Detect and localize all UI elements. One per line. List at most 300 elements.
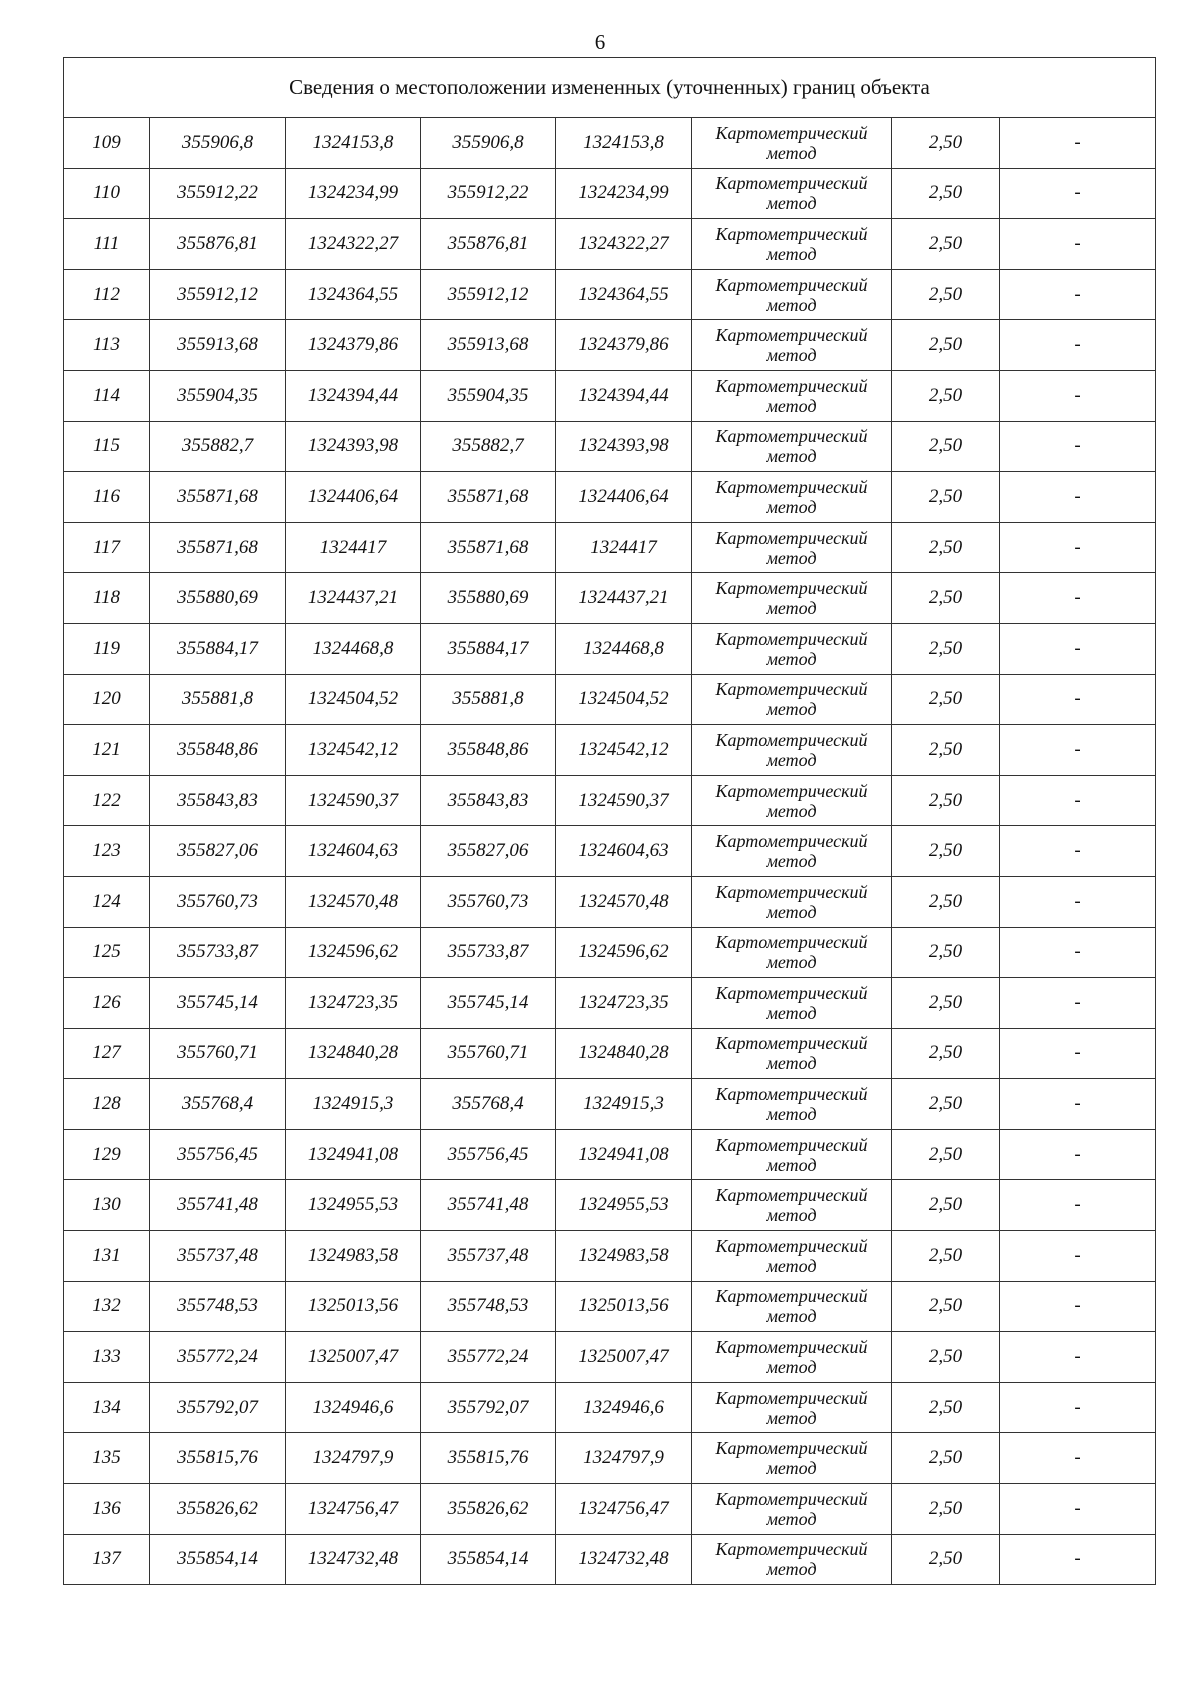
method-line-1: Картометрический <box>715 173 868 194</box>
table-row <box>64 472 1156 523</box>
point-number-cell: 114 <box>64 370 150 421</box>
refined-y-cell: 1324840,28 <box>556 1028 692 1079</box>
existing-y-cell: 1324983,58 <box>286 1231 421 1282</box>
accuracy-cell: 2,50 <box>892 725 1000 776</box>
table-caption-row <box>64 58 1156 118</box>
refined-y-cell: 1324983,58 <box>556 1231 692 1282</box>
refined-x-cell: 355827,06 <box>421 826 556 877</box>
point-number-cell: 119 <box>64 623 150 674</box>
existing-y-cell: 1324542,12 <box>286 725 421 776</box>
existing-x-cell: 355827,06 <box>150 826 286 877</box>
point-number-cell: 117 <box>64 522 150 573</box>
refined-x-cell: 355792,07 <box>421 1382 556 1433</box>
method-line-2: метод <box>766 749 817 770</box>
page-number: 6 <box>594 30 606 54</box>
accuracy-cell: 2,50 <box>892 472 1000 523</box>
table-row <box>64 219 1156 270</box>
table-row <box>64 1484 1156 1535</box>
description-cell: - <box>1000 370 1156 421</box>
existing-y-cell: 1324468,8 <box>286 623 421 674</box>
refined-y-cell: 1324417 <box>556 522 692 573</box>
existing-x-cell: 355737,48 <box>150 1231 286 1282</box>
description-cell: - <box>1000 118 1156 169</box>
refined-x-cell: 355884,17 <box>421 623 556 674</box>
refined-y-cell: 1324406,64 <box>556 472 692 523</box>
method-line-1: Картометрический <box>715 1438 868 1459</box>
table-row <box>64 978 1156 1029</box>
method-line-1: Картометрический <box>715 274 868 295</box>
method-line-1: Картометрический <box>715 122 868 143</box>
point-number-cell: 137 <box>64 1534 150 1585</box>
point-number-cell: 126 <box>64 978 150 1029</box>
table-row <box>64 623 1156 674</box>
existing-y-cell: 1325013,56 <box>286 1281 421 1332</box>
description-cell: - <box>1000 219 1156 270</box>
point-number-cell: 127 <box>64 1028 150 1079</box>
method-cell <box>692 674 892 725</box>
description-cell: - <box>1000 623 1156 674</box>
method-line-2: метод <box>766 345 817 366</box>
table-row <box>64 269 1156 320</box>
method-line-1: Картометрический <box>715 932 868 953</box>
accuracy-cell: 2,50 <box>892 1484 1000 1535</box>
description-cell: - <box>1000 1382 1156 1433</box>
method-line-2: метод <box>766 1357 817 1378</box>
method-line-2: метод <box>766 1559 817 1580</box>
table-row <box>64 775 1156 826</box>
point-number-cell: 124 <box>64 876 150 927</box>
description-cell: - <box>1000 472 1156 523</box>
refined-x-cell: 355871,68 <box>421 522 556 573</box>
existing-y-cell: 1324946,6 <box>286 1382 421 1433</box>
table-row <box>64 118 1156 169</box>
method-line-2: метод <box>766 699 817 720</box>
refined-y-cell: 1324322,27 <box>556 219 692 270</box>
existing-y-cell: 1324915,3 <box>286 1079 421 1130</box>
existing-x-cell: 355881,8 <box>150 674 286 725</box>
method-cell <box>692 472 892 523</box>
refined-x-cell: 355760,71 <box>421 1028 556 1079</box>
refined-y-cell: 1324468,8 <box>556 623 692 674</box>
method-line-1: Картометрический <box>715 831 868 852</box>
method-cell <box>692 978 892 1029</box>
description-cell: - <box>1000 522 1156 573</box>
refined-x-cell: 355815,76 <box>421 1433 556 1484</box>
method-cell <box>692 1079 892 1130</box>
description-cell: - <box>1000 1180 1156 1231</box>
existing-x-cell: 355848,86 <box>150 725 286 776</box>
method-cell <box>692 219 892 270</box>
existing-y-cell: 1324732,48 <box>286 1534 421 1585</box>
method-cell <box>692 1028 892 1079</box>
method-line-2: метод <box>766 1002 817 1023</box>
method-line-1: Картометрический <box>715 1286 868 1307</box>
table-row <box>64 1382 1156 1433</box>
description-cell: - <box>1000 320 1156 371</box>
method-line-2: метод <box>766 851 817 872</box>
accuracy-cell: 2,50 <box>892 1028 1000 1079</box>
method-line-2: метод <box>766 800 817 821</box>
method-line-2: метод <box>766 1508 817 1529</box>
point-number-cell: 123 <box>64 826 150 877</box>
point-number-cell: 133 <box>64 1332 150 1383</box>
method-cell <box>692 876 892 927</box>
point-number-cell: 109 <box>64 118 150 169</box>
refined-y-cell: 1324234,99 <box>556 168 692 219</box>
existing-x-cell: 355843,83 <box>150 775 286 826</box>
existing-y-cell: 1324379,86 <box>286 320 421 371</box>
point-number-cell: 135 <box>64 1433 150 1484</box>
table-row <box>64 168 1156 219</box>
method-line-1: Картометрический <box>715 679 868 700</box>
accuracy-cell: 2,50 <box>892 876 1000 927</box>
existing-y-cell: 1324393,98 <box>286 421 421 472</box>
refined-y-cell: 1324394,44 <box>556 370 692 421</box>
method-line-1: Картометрический <box>715 881 868 902</box>
method-cell <box>692 927 892 978</box>
existing-x-cell: 355854,14 <box>150 1534 286 1585</box>
method-line-2: метод <box>766 1104 817 1125</box>
accuracy-cell: 2,50 <box>892 522 1000 573</box>
method-line-1: Картометрический <box>715 729 868 750</box>
table-row <box>64 1028 1156 1079</box>
existing-x-cell: 355904,35 <box>150 370 286 421</box>
method-line-2: метод <box>766 952 817 973</box>
existing-x-cell: 355815,76 <box>150 1433 286 1484</box>
refined-y-cell: 1324596,62 <box>556 927 692 978</box>
existing-y-cell: 1324604,63 <box>286 826 421 877</box>
refined-y-cell: 1324364,55 <box>556 269 692 320</box>
refined-x-cell: 355848,86 <box>421 725 556 776</box>
existing-x-cell: 355912,12 <box>150 269 286 320</box>
refined-x-cell: 355880,69 <box>421 573 556 624</box>
description-cell: - <box>1000 876 1156 927</box>
accuracy-cell: 2,50 <box>892 320 1000 371</box>
refined-y-cell: 1324941,08 <box>556 1129 692 1180</box>
method-line-2: метод <box>766 1255 817 1276</box>
existing-x-cell: 355741,48 <box>150 1180 286 1231</box>
point-number-cell: 111 <box>64 219 150 270</box>
method-line-2: метод <box>766 1306 817 1327</box>
description-cell: - <box>1000 978 1156 1029</box>
description-cell: - <box>1000 1534 1156 1585</box>
table-row <box>64 1231 1156 1282</box>
refined-x-cell: 355737,48 <box>421 1231 556 1282</box>
existing-y-cell: 1324417 <box>286 522 421 573</box>
existing-x-cell: 355733,87 <box>150 927 286 978</box>
point-number-cell: 125 <box>64 927 150 978</box>
method-line-2: метод <box>766 1407 817 1428</box>
existing-x-cell: 355912,22 <box>150 168 286 219</box>
existing-x-cell: 355760,71 <box>150 1028 286 1079</box>
method-line-2: метод <box>766 1053 817 1074</box>
existing-x-cell: 355906,8 <box>150 118 286 169</box>
description-cell: - <box>1000 927 1156 978</box>
existing-x-cell: 355913,68 <box>150 320 286 371</box>
method-line-1: Картометрический <box>715 1539 868 1560</box>
refined-x-cell: 355881,8 <box>421 674 556 725</box>
method-cell <box>692 1180 892 1231</box>
accuracy-cell: 2,50 <box>892 978 1000 1029</box>
refined-x-cell: 355741,48 <box>421 1180 556 1231</box>
existing-x-cell: 355760,73 <box>150 876 286 927</box>
accuracy-cell: 2,50 <box>892 219 1000 270</box>
accuracy-cell: 2,50 <box>892 674 1000 725</box>
description-cell: - <box>1000 826 1156 877</box>
refined-x-cell: 355904,35 <box>421 370 556 421</box>
existing-y-cell: 1324723,35 <box>286 978 421 1029</box>
method-cell <box>692 826 892 877</box>
method-line-1: Картометрический <box>715 426 868 447</box>
refined-y-cell: 1324570,48 <box>556 876 692 927</box>
method-cell <box>692 320 892 371</box>
method-line-1: Картометрический <box>715 1134 868 1155</box>
existing-y-cell: 1324504,52 <box>286 674 421 725</box>
refined-x-cell: 355912,12 <box>421 269 556 320</box>
description-cell: - <box>1000 573 1156 624</box>
existing-x-cell: 355748,53 <box>150 1281 286 1332</box>
description-cell: - <box>1000 1281 1156 1332</box>
accuracy-cell: 2,50 <box>892 421 1000 472</box>
refined-y-cell: 1324915,3 <box>556 1079 692 1130</box>
refined-x-cell: 355882,7 <box>421 421 556 472</box>
table-caption: Сведения о местоположении измененных (уточненных) границ объекта <box>64 58 1156 118</box>
point-number-cell: 120 <box>64 674 150 725</box>
table-body <box>64 118 1156 1585</box>
refined-x-cell: 355748,53 <box>421 1281 556 1332</box>
refined-y-cell: 1324379,86 <box>556 320 692 371</box>
existing-x-cell: 355792,07 <box>150 1382 286 1433</box>
accuracy-cell: 2,50 <box>892 1129 1000 1180</box>
method-line-1: Картометрический <box>715 628 868 649</box>
description-cell: - <box>1000 1231 1156 1282</box>
refined-x-cell: 355913,68 <box>421 320 556 371</box>
table-row <box>64 421 1156 472</box>
existing-x-cell: 355876,81 <box>150 219 286 270</box>
refined-x-cell: 355760,73 <box>421 876 556 927</box>
existing-x-cell: 355756,45 <box>150 1129 286 1180</box>
description-cell: - <box>1000 674 1156 725</box>
point-number-cell: 115 <box>64 421 150 472</box>
method-line-1: Картометрический <box>715 982 868 1003</box>
method-line-1: Картометрический <box>715 578 868 599</box>
accuracy-cell: 2,50 <box>892 118 1000 169</box>
point-number-cell: 129 <box>64 1129 150 1180</box>
table-row <box>64 320 1156 371</box>
method-line-2: метод <box>766 193 817 214</box>
existing-x-cell: 355745,14 <box>150 978 286 1029</box>
refined-x-cell: 355906,8 <box>421 118 556 169</box>
method-cell <box>692 1231 892 1282</box>
method-line-1: Картометрический <box>715 476 868 497</box>
method-cell <box>692 168 892 219</box>
method-line-1: Картометрический <box>715 325 868 346</box>
accuracy-cell: 2,50 <box>892 1079 1000 1130</box>
existing-x-cell: 355772,24 <box>150 1332 286 1383</box>
method-line-1: Картометрический <box>715 1235 868 1256</box>
method-line-1: Картометрический <box>715 1033 868 1054</box>
description-cell: - <box>1000 1129 1156 1180</box>
method-line-2: метод <box>766 446 817 467</box>
refined-y-cell: 1324723,35 <box>556 978 692 1029</box>
table-row <box>64 1180 1156 1231</box>
existing-y-cell: 1324406,64 <box>286 472 421 523</box>
method-line-2: метод <box>766 243 817 264</box>
existing-y-cell: 1324570,48 <box>286 876 421 927</box>
accuracy-cell: 2,50 <box>892 826 1000 877</box>
method-line-2: метод <box>766 496 817 517</box>
table-row <box>64 876 1156 927</box>
existing-y-cell: 1324153,8 <box>286 118 421 169</box>
existing-y-cell: 1324955,53 <box>286 1180 421 1231</box>
point-number-cell: 112 <box>64 269 150 320</box>
description-cell: - <box>1000 1332 1156 1383</box>
accuracy-cell: 2,50 <box>892 370 1000 421</box>
refined-y-cell: 1324797,9 <box>556 1433 692 1484</box>
refined-x-cell: 355733,87 <box>421 927 556 978</box>
method-line-2: метод <box>766 547 817 568</box>
boundary-coordinates-table <box>63 57 1156 1585</box>
refined-x-cell: 355912,22 <box>421 168 556 219</box>
accuracy-cell: 2,50 <box>892 1534 1000 1585</box>
accuracy-cell: 2,50 <box>892 573 1000 624</box>
refined-x-cell: 355768,4 <box>421 1079 556 1130</box>
existing-y-cell: 1324797,9 <box>286 1433 421 1484</box>
method-cell <box>692 1332 892 1383</box>
method-line-1: Картометрический <box>715 1337 868 1358</box>
method-line-2: метод <box>766 395 817 416</box>
refined-x-cell: 355826,62 <box>421 1484 556 1535</box>
table-row <box>64 370 1156 421</box>
existing-y-cell: 1324234,99 <box>286 168 421 219</box>
existing-y-cell: 1324364,55 <box>286 269 421 320</box>
method-line-1: Картометрический <box>715 780 868 801</box>
table-row <box>64 1433 1156 1484</box>
refined-y-cell: 1325007,47 <box>556 1332 692 1383</box>
method-cell <box>692 118 892 169</box>
refined-y-cell: 1324756,47 <box>556 1484 692 1535</box>
table-row <box>64 725 1156 776</box>
point-number-cell: 131 <box>64 1231 150 1282</box>
method-cell <box>692 1281 892 1332</box>
existing-y-cell: 1324590,37 <box>286 775 421 826</box>
method-line-1: Картометрический <box>715 1488 868 1509</box>
table-row <box>64 1129 1156 1180</box>
accuracy-cell: 2,50 <box>892 1433 1000 1484</box>
method-cell <box>692 370 892 421</box>
method-line-2: метод <box>766 1458 817 1479</box>
refined-x-cell: 355871,68 <box>421 472 556 523</box>
point-number-cell: 134 <box>64 1382 150 1433</box>
method-cell <box>692 775 892 826</box>
point-number-cell: 136 <box>64 1484 150 1535</box>
method-cell <box>692 1433 892 1484</box>
table-row <box>64 674 1156 725</box>
method-cell <box>692 522 892 573</box>
table-row <box>64 1079 1156 1130</box>
refined-y-cell: 1324946,6 <box>556 1382 692 1433</box>
accuracy-cell: 2,50 <box>892 1382 1000 1433</box>
refined-y-cell: 1324393,98 <box>556 421 692 472</box>
refined-y-cell: 1324955,53 <box>556 1180 692 1231</box>
refined-y-cell: 1325013,56 <box>556 1281 692 1332</box>
refined-y-cell: 1324590,37 <box>556 775 692 826</box>
existing-y-cell: 1324596,62 <box>286 927 421 978</box>
point-number-cell: 121 <box>64 725 150 776</box>
description-cell: - <box>1000 725 1156 776</box>
accuracy-cell: 2,50 <box>892 927 1000 978</box>
accuracy-cell: 2,50 <box>892 1180 1000 1231</box>
point-number-cell: 116 <box>64 472 150 523</box>
method-line-1: Картометрический <box>715 527 868 548</box>
refined-x-cell: 355854,14 <box>421 1534 556 1585</box>
accuracy-cell: 2,50 <box>892 775 1000 826</box>
refined-y-cell: 1324437,21 <box>556 573 692 624</box>
existing-x-cell: 355826,62 <box>150 1484 286 1535</box>
accuracy-cell: 2,50 <box>892 623 1000 674</box>
existing-y-cell: 1324840,28 <box>286 1028 421 1079</box>
existing-y-cell: 1324941,08 <box>286 1129 421 1180</box>
point-number-cell: 122 <box>64 775 150 826</box>
existing-y-cell: 1324437,21 <box>286 573 421 624</box>
method-line-1: Картометрический <box>715 1185 868 1206</box>
table-row <box>64 1281 1156 1332</box>
method-line-2: метод <box>766 1154 817 1175</box>
refined-x-cell: 355843,83 <box>421 775 556 826</box>
method-cell <box>692 421 892 472</box>
method-line-1: Картометрический <box>715 1387 868 1408</box>
refined-y-cell: 1324604,63 <box>556 826 692 877</box>
table-row <box>64 927 1156 978</box>
description-cell: - <box>1000 168 1156 219</box>
table-row <box>64 573 1156 624</box>
description-cell: - <box>1000 421 1156 472</box>
refined-y-cell: 1324542,12 <box>556 725 692 776</box>
existing-x-cell: 355882,7 <box>150 421 286 472</box>
accuracy-cell: 2,50 <box>892 1332 1000 1383</box>
point-number-cell: 132 <box>64 1281 150 1332</box>
existing-x-cell: 355884,17 <box>150 623 286 674</box>
table-row <box>64 522 1156 573</box>
description-cell: - <box>1000 775 1156 826</box>
method-line-2: метод <box>766 142 817 163</box>
description-cell: - <box>1000 1079 1156 1130</box>
description-cell: - <box>1000 269 1156 320</box>
table-row <box>64 826 1156 877</box>
method-line-2: метод <box>766 598 817 619</box>
description-cell: - <box>1000 1433 1156 1484</box>
description-cell: - <box>1000 1484 1156 1535</box>
table-row <box>64 1332 1156 1383</box>
refined-y-cell: 1324153,8 <box>556 118 692 169</box>
existing-y-cell: 1324394,44 <box>286 370 421 421</box>
accuracy-cell: 2,50 <box>892 1281 1000 1332</box>
refined-x-cell: 355745,14 <box>421 978 556 1029</box>
method-cell <box>692 1382 892 1433</box>
existing-y-cell: 1325007,47 <box>286 1332 421 1383</box>
table-row <box>64 1534 1156 1585</box>
method-line-1: Картометрический <box>715 375 868 396</box>
accuracy-cell: 2,50 <box>892 269 1000 320</box>
existing-y-cell: 1324756,47 <box>286 1484 421 1535</box>
refined-y-cell: 1324504,52 <box>556 674 692 725</box>
refined-y-cell: 1324732,48 <box>556 1534 692 1585</box>
method-cell <box>692 1129 892 1180</box>
point-number-cell: 130 <box>64 1180 150 1231</box>
method-line-2: метод <box>766 648 817 669</box>
description-cell: - <box>1000 1028 1156 1079</box>
method-line-2: метод <box>766 901 817 922</box>
